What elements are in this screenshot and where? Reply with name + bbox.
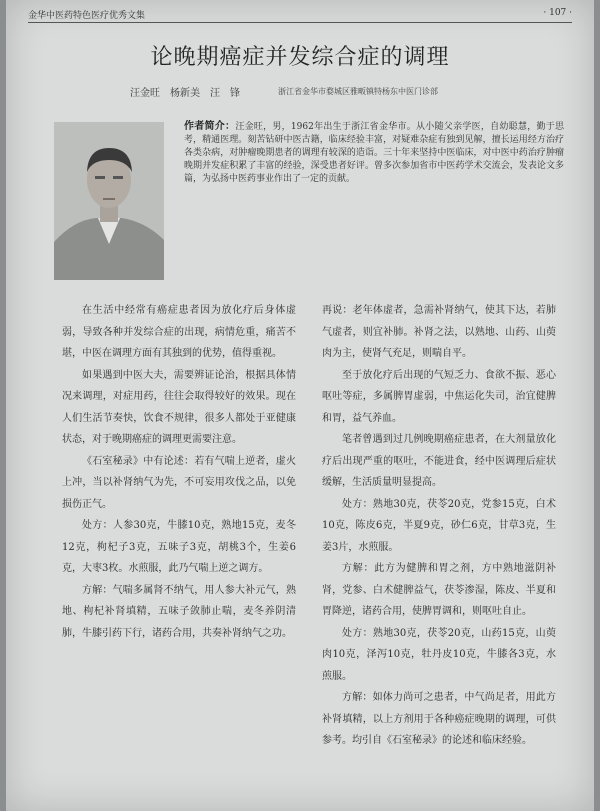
body-column-left xyxy=(62,300,296,800)
right-paragraph: 笔者曾遇到过几例晚期癌症患者，在大剂量放化疗后出现严重的呕吐，不能进食，经中医调理后症状缓解，生活质量明显提高。 xyxy=(322,434,556,488)
author-bio xyxy=(184,120,564,288)
right-paragraph: 至于放化疗后出现的气短乏力、食欲不振、恶心呕吐等症，多属脾胃虚弱，中焦运化失司，治宜健脾和胃，益气养血。 xyxy=(322,369,556,424)
author-affiliation: 浙江省金华市婺城区雅畈镇特杨东中医门诊部 xyxy=(278,87,438,96)
right-paragraph: 方解：如体力尚可之患者，中气尚足者，用此方补肾填精，以上方剂用于各种癌症晚期的调理，可供参考。均引自《石室秘录》的论述和临床经验。 xyxy=(322,692,556,746)
left-paragraph: 在生活中经常有癌症患者因为放化疗后身体虚弱，导致各种并发综合症的出现，病情危重，痛苦不堪，中医在调理方面有其独到的优势，值得重视。 xyxy=(62,305,296,359)
right-paragraph: 再说：老年体虚者，急需补肾纳气，使其下达，若肺气虚者，则宜补肺。补肾之法，以熟地、山药、山萸肉为主，使肾气充足，则喘自平。 xyxy=(322,305,556,359)
left-paragraph: 如果遇到中医大夫，需要辨证论治，根据具体情况来调理，对症用药，往往会取得较好的效果。现在人们生活节奏快，饮食不规律，很多人都处于亚健康状态，对于晚期癌症的调理更需要注意。 xyxy=(62,369,296,445)
right-paragraph: 方解：此方为健脾和胃之剂，方中熟地滋阴补肾，党参、白术健脾益气，茯苓渗湿，陈皮、半夏和胃降逆，诸药合用，使脾胃调和，则呕吐自止。 xyxy=(322,563,556,617)
right-paragraph: 处方：熟地30克，茯苓20克，山药15克，山萸肉10克，泽泻10克，牡丹皮10克，牛膝各3克，水煎服。 xyxy=(322,627,556,682)
header-book-title: 金华中医药特色医疗优秀文集 xyxy=(28,11,146,21)
left-paragraph: 处方：人参30克，牛膝10克，熟地15克，麦冬12克，枸杞子3克，五味子3克，胡桃3个，生姜6克，大枣3枚。水煎服，此乃气喘上逆之调方。 xyxy=(62,520,296,574)
bio-label: 作者简介： xyxy=(184,121,236,132)
running-header xyxy=(28,6,572,23)
author-photo xyxy=(54,122,164,280)
book-page xyxy=(6,0,594,811)
header-page-number: · 107 · xyxy=(543,8,572,18)
article-title: 论晚期癌症并发综合症的调理 xyxy=(150,45,450,70)
left-paragraph: 方解：气喘多属肾不纳气，用人参大补元气，熟地、枸杞补肾填精，五味子敛肺止喘，麦冬养阴清肺，牛膝引药下行，诸药合用，共奏补肾纳气之功。 xyxy=(62,584,296,639)
article-authors: 汪金旺 杨新美 汪 锋 xyxy=(130,88,240,99)
right-paragraph: 处方：熟地30克，茯苓20克，党参15克，白术10克，陈皮6克，半夏9克，砂仁6克，甘草3克，生姜3片，水煎服。 xyxy=(322,498,556,553)
left-paragraph: 《石室秘录》中有论述：若有气喘上逆者，虚火上冲，当以补肾纳气为先，不可妄用攻伐之品，以免损伤正气。 xyxy=(62,455,296,510)
body-column-right xyxy=(322,300,556,800)
bio-text: 汪金旺，男，1962年出生于浙江省金华市。从小随父亲学医，自幼聪慧，勤于思考，精通医理。刻苦钻研中医古籍，临床经验丰富，对疑难杂症有独到见解，擅长运用经方治疗各类杂病，对肿瘤晚期患者的调理有较深的造诣。三十年来坚持中医临床，对中医中药治疗肿瘤晚期并发症积累了丰富的经验，深受患者好评。曾多次参加省市中医药学术交流会，发表论文多篇，为弘扬中医药事业作出了一定的贡献。 xyxy=(184,122,564,184)
